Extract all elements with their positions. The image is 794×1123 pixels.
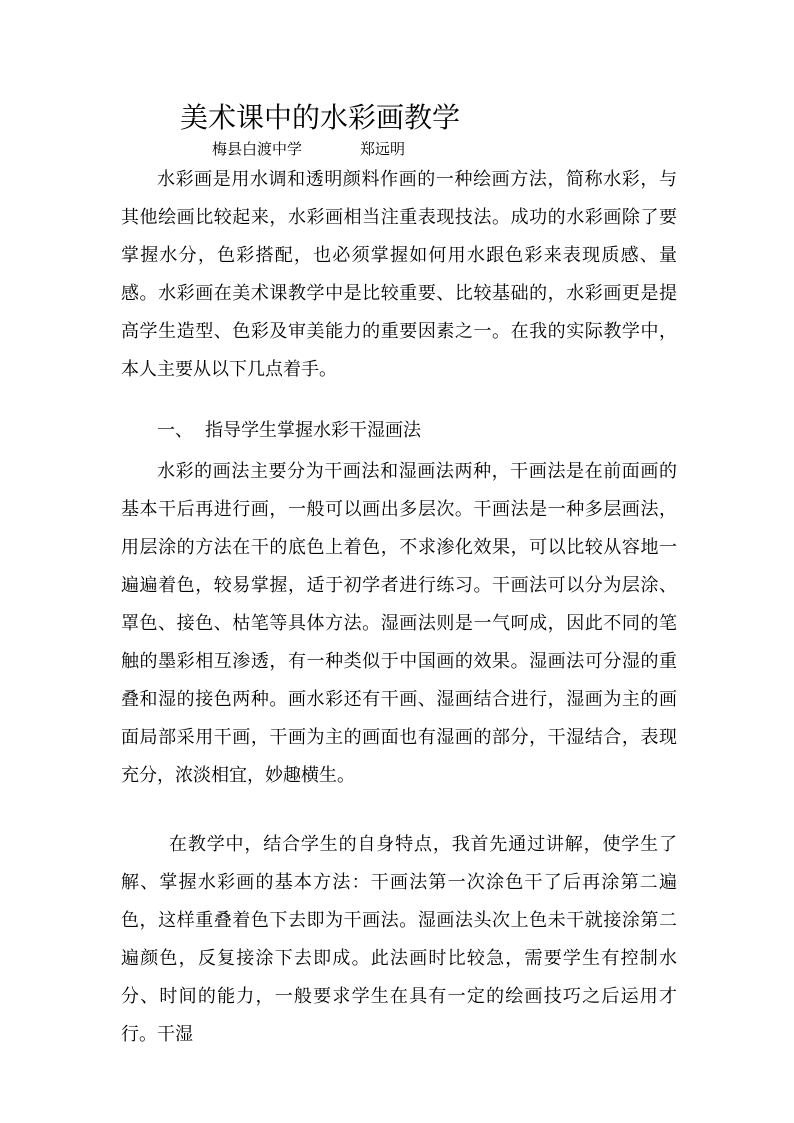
document-title: 美术课中的水彩画教学 [180,101,461,134]
paragraph-teaching: 在教学中，结合学生的自身特点，我首先通过讲解，使学生了解、掌握水彩画的基本方法：干画法第一次涂色干了后再涂第二遍色，这样重叠着色下去即为干画法。湿画法头次上色未干就接涂第二遍颜色，反复接涂下去即成。此法画时比较急，需要学生有控制水分、时间的能力，一般要求学生在具有一定的绘画技巧之后运用才行。干湿 [121,834,677,1045]
section-heading-1 [157,412,421,450]
author-name: 郑远明 [360,140,406,158]
paragraph-methods: 水彩的画法主要分为干画法和湿画法两种，干画法是在前面画的基本干后再进行画，一般可以画出多层次。干画法是一种多层画法，用层涂的方法在干的底色上着色，不求渗化效果，可以比较从容地一遍遍着色，较易掌握，适于初学者进行练习。干画法可以分为层涂、罩色、接色、枯笔等具体方法。湿画法则是一气呵成，因此不同的笔触的墨彩相互渗透，有一种类似于中国画的效果。湿画法可分湿的重叠和湿的接色两种。画水彩还有干画、湿画结合进行，湿画为主的画面局部采用干画，干画为主的画面也有湿画的部分，干湿结合，表现充分，浓淡相宜，妙趣横生。 [121,461,677,786]
section-number: 一、 [157,420,193,441]
section-title: 指导学生掌握水彩干湿画法 [205,420,421,441]
paragraph-intro: 水彩画是用水调和透明颜料作画的一种绘画方法，简称水彩，与其他绘画比较起来，水彩画相当注重表现技法。成功的水彩画除了要掌握水分，色彩搭配，也必须掌握如何用水跟色彩来表现质感、量感。水彩画在美术课教学中是比较重要、比较基础的，水彩画更是提高学生造型、色彩及审美能力的重要因素之一。在我的实际教学中，本人主要从以下几点着手。 [121,169,677,380]
author-school: 梅县白渡中学 [212,140,303,158]
